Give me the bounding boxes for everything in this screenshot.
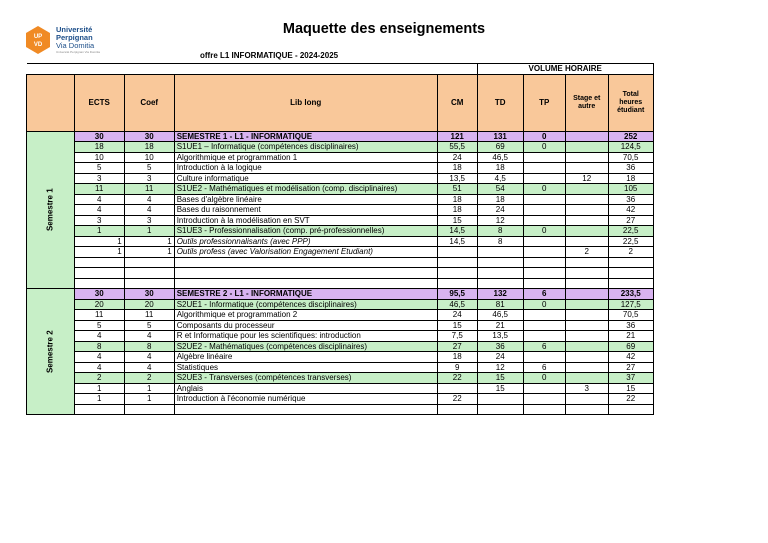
blank-cell xyxy=(74,257,124,268)
cell-stage xyxy=(565,226,608,237)
cell-tp: 0 xyxy=(523,142,565,153)
cell-coef: 20 xyxy=(124,299,174,310)
header-tp: TP xyxy=(523,74,565,131)
table-row xyxy=(27,215,654,226)
cell-tp xyxy=(523,236,565,247)
cell-total: 22,5 xyxy=(608,226,653,237)
cell-tp xyxy=(523,215,565,226)
blank-cell xyxy=(437,268,477,279)
cell-stage xyxy=(565,299,608,310)
cell-tp xyxy=(523,205,565,216)
cell-lib: Introduction à la logique xyxy=(174,163,437,174)
cell-lib: SEMESTRE 1 - L1 - INFORMATIQUE xyxy=(174,131,437,142)
cell-ects: 2 xyxy=(74,373,124,384)
table-row xyxy=(27,131,654,142)
table-row xyxy=(27,341,654,352)
cell-tp: 0 xyxy=(523,299,565,310)
cell-lib: Bases d'algèbre linéaire xyxy=(174,194,437,205)
blank-cell xyxy=(523,257,565,268)
cell-cm xyxy=(437,247,477,258)
cell-ects: 30 xyxy=(74,289,124,300)
cell-lib: Composants du processeur xyxy=(174,320,437,331)
cell-td: 4,5 xyxy=(477,173,523,184)
table-row xyxy=(27,194,654,205)
cell-ects: 4 xyxy=(74,362,124,373)
cell-total: 21 xyxy=(608,331,653,342)
cell-cm: 27 xyxy=(437,341,477,352)
table-row xyxy=(27,331,654,342)
cell-lib: Algorithmique et programmation 2 xyxy=(174,310,437,321)
header-lib: Lib long xyxy=(174,74,437,131)
cell-coef: 4 xyxy=(124,194,174,205)
cell-td: 18 xyxy=(477,194,523,205)
blank-cell xyxy=(437,404,477,415)
cell-ects: 1 xyxy=(74,226,124,237)
blank-cell xyxy=(124,257,174,268)
cell-total: 27 xyxy=(608,215,653,226)
blank-cell xyxy=(477,404,523,415)
cell-stage xyxy=(565,289,608,300)
cell-lib: Algorithmique et programmation 1 xyxy=(174,152,437,163)
cell-total: 22 xyxy=(608,394,653,405)
cell-tp: 0 xyxy=(523,131,565,142)
cell-td: 46,5 xyxy=(477,152,523,163)
cell-stage xyxy=(565,236,608,247)
cell-total: 233,5 xyxy=(608,289,653,300)
cell-ects: 18 xyxy=(74,142,124,153)
cell-stage xyxy=(565,194,608,205)
cell-td: 12 xyxy=(477,215,523,226)
cell-lib: S1UE2 - Mathématiques et modélisation (comp. disciplinaires) xyxy=(174,184,437,195)
blank-cell xyxy=(174,257,437,268)
cell-tp: 6 xyxy=(523,341,565,352)
cell-total: 252 xyxy=(608,131,653,142)
blank-row xyxy=(27,257,654,268)
header-total: Total heures étudiant xyxy=(608,74,653,131)
cell-coef: 1 xyxy=(124,226,174,237)
cell-cm: 95,5 xyxy=(437,289,477,300)
cell-cm: 121 xyxy=(437,131,477,142)
semester2-label: Semestre 2 xyxy=(45,330,55,373)
blank-cell xyxy=(477,257,523,268)
table-row xyxy=(27,247,654,258)
blank-cell xyxy=(608,268,653,279)
cell-stage: 3 xyxy=(565,383,608,394)
svg-text:UP: UP xyxy=(33,34,43,40)
cell-stage xyxy=(565,341,608,352)
cell-tp xyxy=(523,331,565,342)
cell-total: 37 xyxy=(608,373,653,384)
cell-total: 15 xyxy=(608,383,653,394)
header-side xyxy=(27,74,75,131)
blank-cell xyxy=(124,268,174,279)
cell-coef: 4 xyxy=(124,205,174,216)
cell-lib: Outils profess (avec Valorisation Engagement Etudiant) xyxy=(174,247,437,258)
cell-total: 105 xyxy=(608,184,653,195)
table-row xyxy=(27,289,654,300)
cell-ects: 5 xyxy=(74,320,124,331)
blank-cell xyxy=(608,278,653,289)
cell-ects: 4 xyxy=(74,205,124,216)
cell-stage: 2 xyxy=(565,247,608,258)
cell-td: 15 xyxy=(477,373,523,384)
cell-td: 24 xyxy=(477,205,523,216)
offer-subtitle: offre L1 INFORMATIQUE - 2024-2025 xyxy=(200,51,339,60)
cell-coef: 1 xyxy=(124,383,174,394)
table-row xyxy=(27,226,654,237)
blank-cell xyxy=(565,278,608,289)
semester2-side-label xyxy=(27,289,75,415)
cell-coef: 11 xyxy=(124,184,174,195)
table-row xyxy=(27,152,654,163)
blank-cell xyxy=(523,404,565,415)
cell-coef: 11 xyxy=(124,310,174,321)
blank-cell xyxy=(477,268,523,279)
cell-tp: 0 xyxy=(523,226,565,237)
blank-cell xyxy=(174,268,437,279)
cell-tp xyxy=(523,383,565,394)
cell-stage xyxy=(565,163,608,174)
cell-ects: 4 xyxy=(74,352,124,363)
cell-lib: Statistiques xyxy=(174,362,437,373)
cell-cm: 18 xyxy=(437,205,477,216)
cell-tp: 0 xyxy=(523,373,565,384)
cell-coef: 3 xyxy=(124,215,174,226)
cell-total: 69 xyxy=(608,341,653,352)
cell-cm: 24 xyxy=(437,152,477,163)
blank-cell xyxy=(174,278,437,289)
cell-td: 132 xyxy=(477,289,523,300)
cell-coef: 4 xyxy=(124,352,174,363)
logo-line-3: Via Domitia xyxy=(56,41,95,50)
cell-cm: 55,5 xyxy=(437,142,477,153)
blank-cell xyxy=(437,278,477,289)
blank-cell xyxy=(477,278,523,289)
cell-cm: 13,5 xyxy=(437,173,477,184)
cell-td: 131 xyxy=(477,131,523,142)
cell-td: 81 xyxy=(477,299,523,310)
table-row xyxy=(27,362,654,373)
cell-td: 69 xyxy=(477,142,523,153)
cell-tp xyxy=(523,320,565,331)
cell-coef: 1 xyxy=(124,394,174,405)
cell-ects: 1 xyxy=(74,383,124,394)
blank-cell xyxy=(124,404,174,415)
logo-line-2: Perpignan xyxy=(56,33,93,42)
cell-lib: S2UE3 - Transverses (compétences transverses) xyxy=(174,373,437,384)
blank-cell xyxy=(523,268,565,279)
cell-total: 36 xyxy=(608,320,653,331)
table-row xyxy=(27,352,654,363)
cell-coef: 30 xyxy=(124,131,174,142)
cell-ects: 11 xyxy=(74,184,124,195)
cell-tp xyxy=(523,247,565,258)
page-title: Maquette des enseignements xyxy=(282,21,486,37)
cell-total: 27 xyxy=(608,362,653,373)
cell-lib: Introduction à la modélisation en SVT xyxy=(174,215,437,226)
header-stage: Stage et autre xyxy=(565,74,608,131)
blank-cell xyxy=(74,268,124,279)
cell-td: 36 xyxy=(477,341,523,352)
blank-cell xyxy=(523,278,565,289)
cell-td: 12 xyxy=(477,362,523,373)
cell-lib: Algèbre linéaire xyxy=(174,352,437,363)
cell-ects: 4 xyxy=(74,331,124,342)
cell-td: 18 xyxy=(477,163,523,174)
cell-ects: 1 xyxy=(74,247,124,258)
cell-coef: 18 xyxy=(124,142,174,153)
cell-cm: 22 xyxy=(437,373,477,384)
table-row xyxy=(27,299,654,310)
cell-lib: Anglais xyxy=(174,383,437,394)
cell-total: 36 xyxy=(608,163,653,174)
cell-cm: 15 xyxy=(437,215,477,226)
cell-coef: 3 xyxy=(124,173,174,184)
cell-td: 8 xyxy=(477,226,523,237)
cell-coef: 2 xyxy=(124,373,174,384)
blank-cell xyxy=(565,257,608,268)
table-row xyxy=(27,236,654,247)
cell-td: 15 xyxy=(477,383,523,394)
cell-stage xyxy=(565,310,608,321)
cell-cm: 7,5 xyxy=(437,331,477,342)
cell-cm: 24 xyxy=(437,310,477,321)
cell-stage xyxy=(565,215,608,226)
cell-tp xyxy=(523,394,565,405)
table-row xyxy=(27,383,654,394)
cell-coef: 30 xyxy=(124,289,174,300)
cell-cm: 22 xyxy=(437,394,477,405)
header-td: TD xyxy=(477,74,523,131)
table-row xyxy=(27,163,654,174)
cell-total: 22,5 xyxy=(608,236,653,247)
cell-cm xyxy=(437,383,477,394)
cell-td: 54 xyxy=(477,184,523,195)
cell-cm: 14,5 xyxy=(437,226,477,237)
cell-lib: S2UE1 - Informatique (compétences disciplinaires) xyxy=(174,299,437,310)
cell-cm: 15 xyxy=(437,320,477,331)
table-body xyxy=(27,64,654,415)
curriculum-table xyxy=(26,63,654,415)
cell-ects: 30 xyxy=(74,131,124,142)
table-row xyxy=(27,320,654,331)
cell-cm: 51 xyxy=(437,184,477,195)
cell-ects: 1 xyxy=(74,236,124,247)
header-cm: CM xyxy=(437,74,477,131)
header-ects: ECTS xyxy=(74,74,124,131)
cell-coef: 5 xyxy=(124,320,174,331)
cell-tp: 6 xyxy=(523,289,565,300)
cell-total: 70,5 xyxy=(608,310,653,321)
cell-lib: S2UE2 - Mathématiques (compétences disciplinaires) xyxy=(174,341,437,352)
cell-ects: 4 xyxy=(74,194,124,205)
cell-stage xyxy=(565,205,608,216)
table-row xyxy=(27,310,654,321)
cell-lib: S1UE1 – Informatique (compétences disciplinaires) xyxy=(174,142,437,153)
table-row xyxy=(27,184,654,195)
cell-ects: 10 xyxy=(74,152,124,163)
cell-total: 124,5 xyxy=(608,142,653,153)
cell-ects: 5 xyxy=(74,163,124,174)
cell-total: 42 xyxy=(608,205,653,216)
semester1-side-label xyxy=(27,131,75,289)
cell-ects: 20 xyxy=(74,299,124,310)
cell-ects: 1 xyxy=(74,394,124,405)
cell-ects: 3 xyxy=(74,215,124,226)
cell-stage: 12 xyxy=(565,173,608,184)
cell-lib: Outils professionnalisants (avec PPP) xyxy=(174,236,437,247)
cell-td: 24 xyxy=(477,352,523,363)
logo-line-1: Université xyxy=(56,25,93,34)
cell-coef: 10 xyxy=(124,152,174,163)
cell-lib: Introduction à l'économie numérique xyxy=(174,394,437,405)
table-row xyxy=(27,205,654,216)
cell-coef: 1 xyxy=(124,236,174,247)
cell-stage xyxy=(565,394,608,405)
blank-cell xyxy=(608,404,653,415)
cell-tp xyxy=(523,163,565,174)
cell-td: 21 xyxy=(477,320,523,331)
blank-row xyxy=(27,278,654,289)
volume-horaire-label: VOLUME HORAIRE xyxy=(477,64,653,75)
cell-stage xyxy=(565,373,608,384)
table-row xyxy=(27,394,654,405)
cell-lib: Culture informatique xyxy=(174,173,437,184)
table-row xyxy=(27,142,654,153)
cell-coef: 8 xyxy=(124,341,174,352)
volume-spacer xyxy=(27,64,478,75)
cell-coef: 5 xyxy=(124,163,174,174)
cell-cm: 18 xyxy=(437,352,477,363)
cell-tp: 0 xyxy=(523,184,565,195)
cell-td xyxy=(477,247,523,258)
header-coef: Coef xyxy=(124,74,174,131)
cell-coef: 4 xyxy=(124,362,174,373)
cell-ects: 11 xyxy=(74,310,124,321)
cell-coef: 4 xyxy=(124,331,174,342)
cell-stage xyxy=(565,362,608,373)
cell-stage xyxy=(565,142,608,153)
cell-tp xyxy=(523,152,565,163)
cell-total: 2 xyxy=(608,247,653,258)
blank-cell xyxy=(174,404,437,415)
table-row xyxy=(27,373,654,384)
cell-lib: S1UE3 - Professionnalisation (comp. pré-professionnelles) xyxy=(174,226,437,237)
cell-total: 36 xyxy=(608,194,653,205)
cell-td: 46,5 xyxy=(477,310,523,321)
cell-cm: 18 xyxy=(437,194,477,205)
blank-cell xyxy=(608,257,653,268)
cell-ects: 3 xyxy=(74,173,124,184)
cell-ects: 8 xyxy=(74,341,124,352)
svg-text:VD: VD xyxy=(33,42,43,48)
cell-td: 13,5 xyxy=(477,331,523,342)
cell-tp xyxy=(523,173,565,184)
cell-stage xyxy=(565,320,608,331)
table-row xyxy=(27,173,654,184)
cell-stage xyxy=(565,152,608,163)
cell-tp: 6 xyxy=(523,362,565,373)
header-row xyxy=(27,74,654,131)
cell-cm: 9 xyxy=(437,362,477,373)
cell-total: 42 xyxy=(608,352,653,363)
volume-row xyxy=(27,64,654,75)
semester1-label: Semestre 1 xyxy=(45,188,55,232)
cell-stage xyxy=(565,331,608,342)
cell-cm: 46,5 xyxy=(437,299,477,310)
cell-total: 127,5 xyxy=(608,299,653,310)
cell-lib: Bases du raisonnement xyxy=(174,205,437,216)
cell-tp xyxy=(523,194,565,205)
cell-stage xyxy=(565,131,608,142)
blank-row xyxy=(27,404,654,415)
blank-cell xyxy=(565,404,608,415)
blank-cell xyxy=(74,278,124,289)
cell-td xyxy=(477,394,523,405)
cell-total: 18 xyxy=(608,173,653,184)
cell-cm: 18 xyxy=(437,163,477,174)
blank-cell xyxy=(437,257,477,268)
cell-stage xyxy=(565,352,608,363)
cell-lib: R et Informatique pour les scientifiques: introduction xyxy=(174,331,437,342)
cell-tp xyxy=(523,352,565,363)
cell-coef: 1 xyxy=(124,247,174,258)
logo-line-4: Université Perpignan Via Domitia xyxy=(56,50,100,54)
cell-td: 8 xyxy=(477,236,523,247)
blank-cell xyxy=(124,278,174,289)
cell-tp xyxy=(523,310,565,321)
cell-lib: SEMESTRE 2 - L1 - INFORMATIQUE xyxy=(174,289,437,300)
cell-total: 70,5 xyxy=(608,152,653,163)
cell-stage xyxy=(565,184,608,195)
cell-cm: 14,5 xyxy=(437,236,477,247)
blank-row xyxy=(27,268,654,279)
blank-cell xyxy=(74,404,124,415)
blank-cell xyxy=(565,268,608,279)
